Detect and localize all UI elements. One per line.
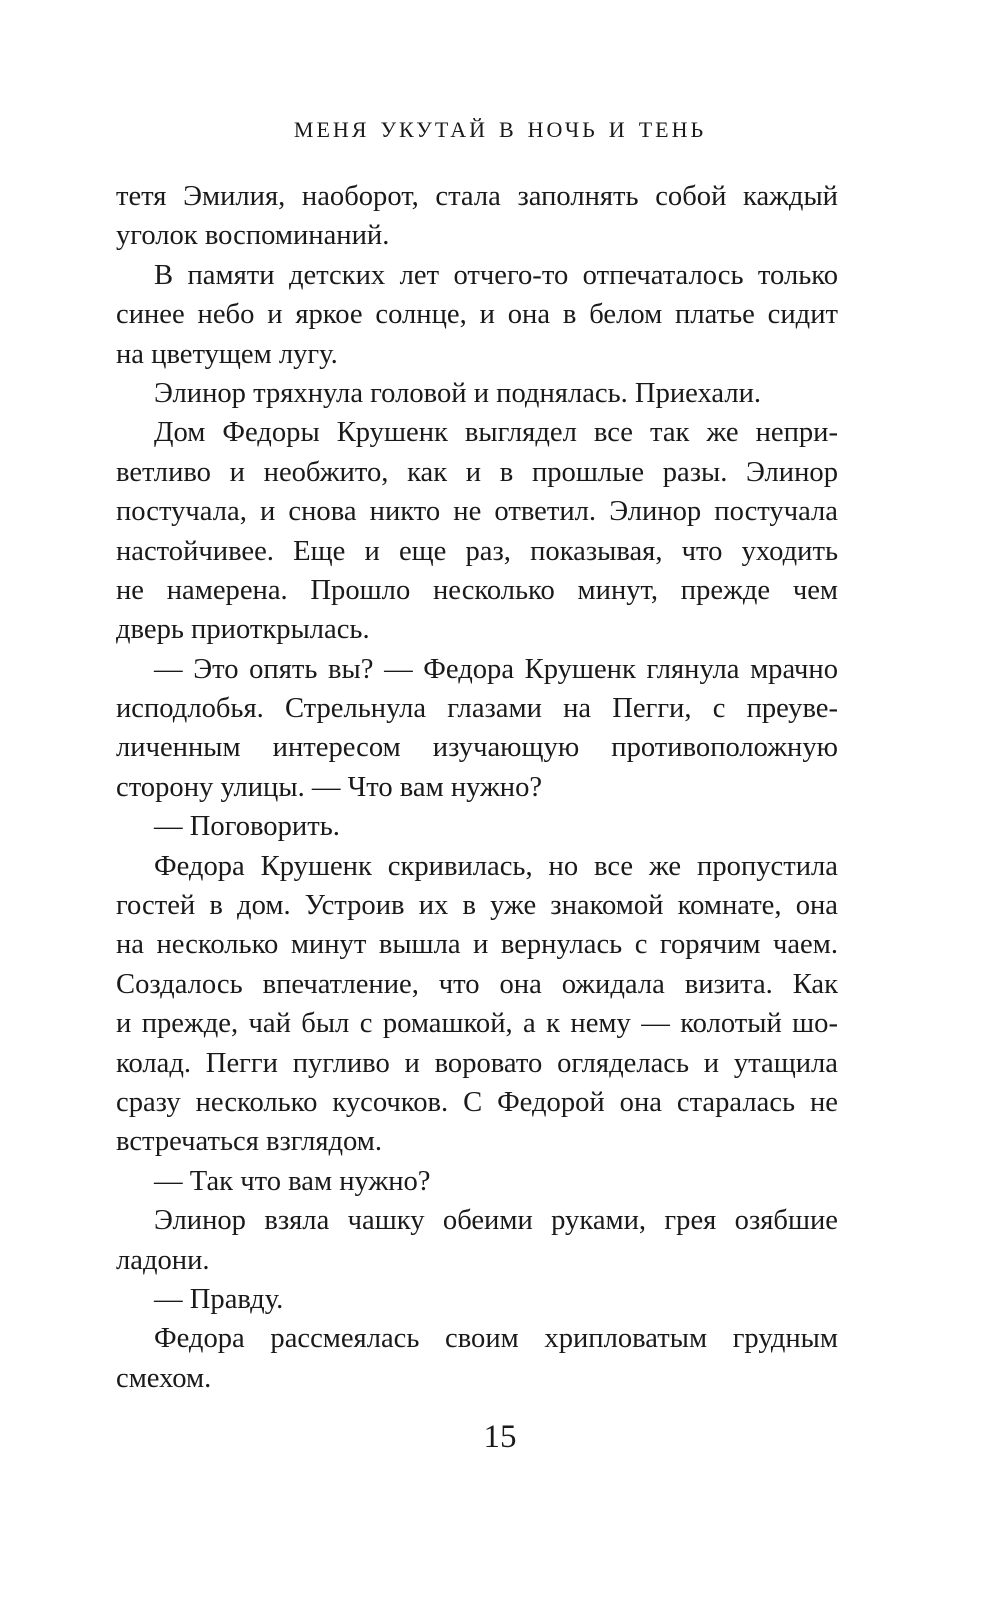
running-title: меня укутай в ночь и тень — [293, 108, 707, 144]
text-line: — Это опять вы? — Федора Крушенк глянула мрачно — [154, 653, 838, 685]
text-line: гостей в дом. Устроив их в уже знакомой комнате, она — [116, 890, 838, 922]
text-line: не намерена. Прошло несколько минут, прежде чем — [116, 574, 838, 606]
page-number: 15 — [483, 1419, 517, 1455]
text-line: сразу несколько кусочков. С Федорой она старалась не — [116, 1086, 838, 1118]
text-line: В памяти детских лет отчего-то отпечаталось только — [154, 259, 838, 291]
text-line: Федора Крушенк скривилась, но все же пропустила — [154, 850, 838, 882]
text-line: Создалось впечатление, что она ожидала визита. Как — [116, 968, 838, 1000]
text-line: смехом. — [116, 1362, 212, 1394]
text-line: Дом Федоры Крушенк выглядел все так же непри- — [154, 417, 838, 449]
text-line: Федора рассмеялась своим хрипловатым грудным — [154, 1323, 838, 1355]
text-line: Элинор тряхнула головой и поднялась. Приехали. — [154, 377, 762, 409]
text-line: уголок воспоминаний. — [116, 220, 390, 252]
text-line: ладони. — [116, 1244, 210, 1276]
text-line: — Правду. — [154, 1283, 284, 1315]
text-line: колад. Пегги пугливо и воровато огляделась и утащила — [116, 1047, 838, 1079]
body-text — [116, 177, 838, 1398]
text-line: исподлобья. Стрельнула глазами на Пегги, с преуве- — [116, 693, 838, 725]
text-line: личенным интересом изучающую противоположную — [116, 732, 838, 764]
text-line: на несколько минут вышла и вернулась с горячим чаем. — [116, 929, 838, 961]
text-line: синее небо и яркое солнце, и она в белом платье сидит — [116, 299, 838, 331]
text-line: и прежде, чай был с ромашкой, а к нему — колотый шо- — [116, 1008, 838, 1040]
text-line: — Поговорить. — [154, 811, 340, 843]
text-line: на цветущем лугу. — [116, 338, 338, 370]
text-line: постучала, и снова никто не ответил. Элинор постучала — [116, 496, 838, 528]
text-line: сторону улицы. — Что вам нужно? — [116, 771, 543, 803]
text-line: Элинор взяла чашку обеими руками, грея озябшие — [154, 1205, 838, 1237]
text-line: дверь приоткрылась. — [116, 614, 370, 646]
text-line: настойчивее. Еще и еще раз, показывая, что уходить — [116, 535, 838, 567]
text-line: тетя Эмилия, наоборот, стала заполнять собой каждый — [116, 181, 838, 212]
text-line: встречаться взглядом. — [116, 1126, 383, 1158]
text-line: ветливо и необжито, как и в прошлые разы. Элинор — [116, 456, 838, 488]
text-line: — Так что вам нужно? — [154, 1165, 431, 1197]
